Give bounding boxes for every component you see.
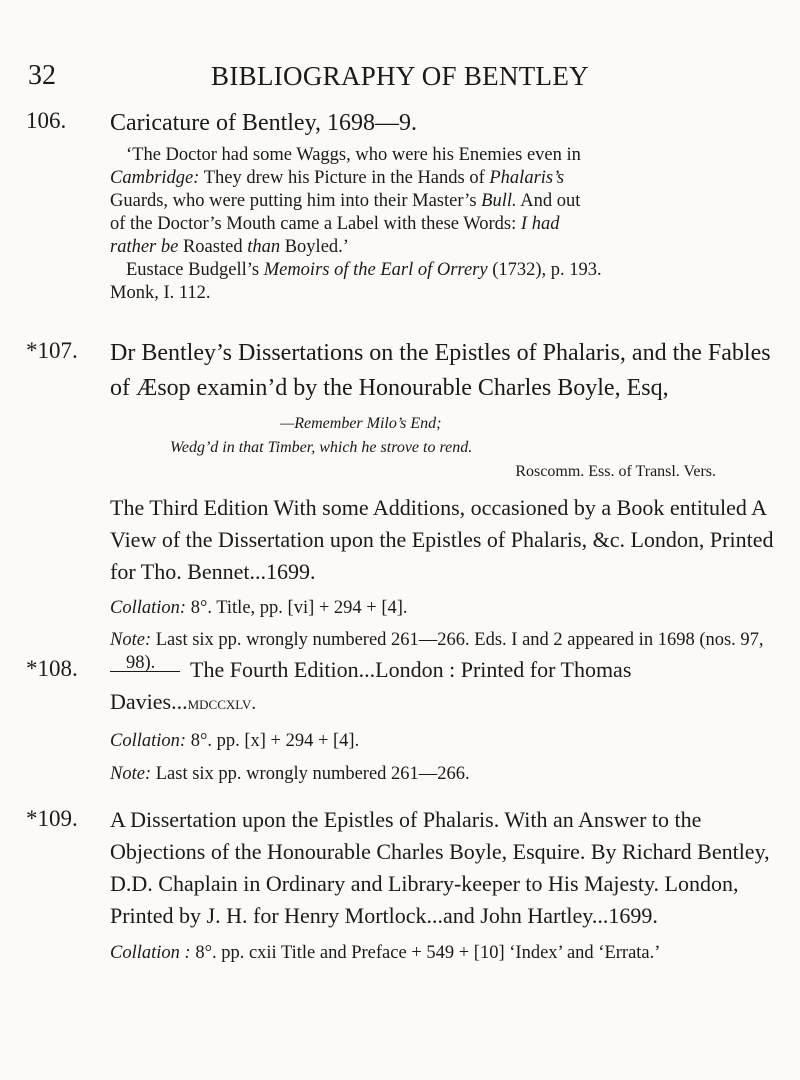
motto-line: Wedg’d in that Timber, which he strove to rend. <box>170 439 473 456</box>
entry-title: Caricature of Bentley, 1698—9. <box>110 110 418 136</box>
page-number: 32 <box>28 60 56 91</box>
note: Note: Last six pp. wrongly numbered 261—266. <box>110 764 470 784</box>
entry-title: A Dissertation upon the Epistles of Phalaris. With an Answer to the Objections of the Honourable Charles Boyle, Esquire. By Richard Bentley, D.D. Chaplain in Ordinary and Library-keeper to His Majesty. London, Printed by J. H. for Henry Mortlock...and John Hartley...1699. <box>110 807 770 928</box>
entry-number: *107. <box>26 338 78 363</box>
quote-line: Cambridge: They drew his Picture in the Hands of Phalaris’s <box>110 168 565 188</box>
entry-107 <box>26 336 776 675</box>
running-head: BIBLIOGRAPHY OF BENTLEY <box>211 61 589 91</box>
quote-line: of the Doctor’s Mouth came a Label with these Words: I had <box>110 214 560 234</box>
motto-line: —Remember Milo’s End; <box>280 415 442 432</box>
motto-attribution: Roscomm. Ess. of Transl. Vers. <box>515 463 716 480</box>
note: Note: Last six pp. wrongly numbered 261—266. Eds. I and 2 appeared in 1698 (nos. 97, 98). <box>110 630 764 673</box>
collation: Collation : 8°. pp. cxii Title and Preface + 549 + [10] ‘Index’ and ‘Errata.’ <box>110 943 661 963</box>
collation: Collation: 8°. Title, pp. [vi] + 294 + [4]. <box>110 598 408 618</box>
edition-statement: The Third Edition With some Additions, occasioned by a Book entituled A View of the Dissertation upon the Epistles of Phalaris, &c. London, Printed for Tho. Bennet...1699. <box>110 495 774 584</box>
edition-statement-cont: Davies...mdccxlv. <box>110 689 257 714</box>
source-line: Eustace Budgell’s Memoirs of the Earl of Orrery (1732), p. 193. <box>126 260 602 280</box>
page-header <box>0 56 800 96</box>
reference-line: Monk, I. 112. <box>110 283 211 303</box>
entry-106 <box>26 106 776 305</box>
entry-109 <box>26 804 776 965</box>
quote-line: ‘The Doctor had some Waggs, who were his Enemies even in <box>126 145 581 165</box>
entry-number: 106. <box>26 108 67 133</box>
ditto-rule <box>110 671 180 672</box>
quotation <box>110 144 776 305</box>
edition-statement: The Fourth Edition...London : Printed for Thomas <box>110 654 776 686</box>
epigraph <box>110 412 776 484</box>
collation: Collation: 8°. pp. [x] + 294 + [4]. <box>110 731 360 751</box>
quote-line: rather be Roasted than Boyled.’ <box>110 237 349 257</box>
entry-title: Dr Bentley’s Dissertations on the Epistles of Phalaris, and the Fables of Æsop examin’d by the Honourable Charles Boyle, Esq, <box>110 340 771 401</box>
entry-number: *109. <box>26 806 78 831</box>
entry-108 <box>26 654 776 786</box>
entry-number: *108. <box>26 656 78 681</box>
quote-line: Guards, who were putting him into their Master’s Bull. And out <box>110 191 581 211</box>
